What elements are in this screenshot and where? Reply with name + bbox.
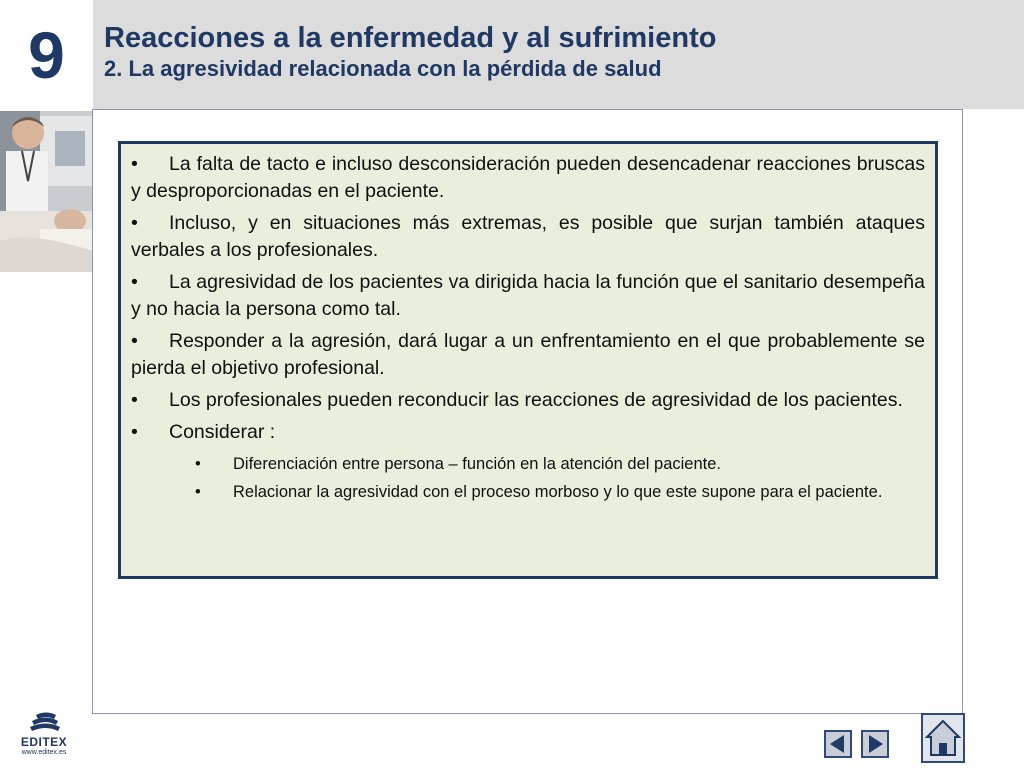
- list-item-text: La agresividad de los pacientes va dirigida hacia la función que el sanitario desempeña y no hacia la persona como tal.: [131, 271, 925, 320]
- editex-logo: [14, 711, 74, 761]
- photo-illustration: [0, 111, 93, 272]
- list-item-text: Considerar :: [169, 421, 276, 443]
- page-subtitle: 2. La agresividad relacionada con la pérdida de salud: [104, 56, 662, 81]
- bullet-marker: •: [131, 153, 138, 175]
- doctor-patient-photo: [0, 111, 93, 272]
- bullet-marker: •: [131, 271, 138, 293]
- page-title: Reacciones a la enfermedad y al sufrimiento: [104, 22, 717, 54]
- house-icon: [921, 713, 965, 763]
- list-item: [131, 419, 925, 504]
- list-item: [131, 387, 925, 414]
- list-item: [131, 210, 925, 264]
- bullet-marker: •: [195, 455, 201, 473]
- prev-button[interactable]: [824, 730, 852, 758]
- home-button[interactable]: [921, 713, 965, 763]
- list-item-text: Responder a la agresión, dará lugar a un enfrentamiento en el que probablemente se pierda el objetivo profesional.: [131, 330, 925, 379]
- list-item-text: Los profesionales pueden reconducir las reacciones de agresividad de los pacientes.: [169, 389, 903, 411]
- list-item-text: Incluso, y en situaciones más extremas, es posible que surjan también ataques verbales a los profesionales.: [131, 212, 925, 261]
- list-item: [131, 269, 925, 323]
- triangle-right-icon: [861, 730, 889, 758]
- triangle-left-icon: [824, 730, 852, 758]
- sub-bullet-list: [131, 452, 925, 504]
- chapter-number: 9: [28, 17, 65, 92]
- editex-logo-icon: [14, 711, 74, 737]
- bullet-list: [131, 151, 925, 504]
- sub-list-item: [131, 480, 925, 504]
- list-item: [131, 328, 925, 382]
- logo-url: www.editex.es: [21, 749, 67, 756]
- list-item-text: La falta de tacto e incluso desconsideración pueden desencadenar reacciones bruscas y desproporcionadas en el paciente.: [131, 153, 925, 202]
- bullet-marker: •: [131, 212, 138, 234]
- bullet-box: [118, 141, 938, 579]
- logo-text: EDITEX: [20, 735, 68, 749]
- sub-list-item-text: Diferenciación entre persona – función en la atención del paciente.: [233, 455, 721, 473]
- bullet-marker: •: [131, 421, 138, 443]
- bullet-marker: •: [131, 330, 138, 352]
- sub-list-item: [131, 452, 925, 476]
- sub-list-item-text: Relacionar la agresividad con el proceso morboso y lo que este supone para el paciente.: [233, 483, 883, 501]
- list-item: [131, 151, 925, 205]
- title-block: [104, 20, 1004, 82]
- bullet-marker: •: [131, 389, 138, 411]
- bullet-marker: •: [195, 483, 201, 501]
- next-button[interactable]: [861, 730, 889, 758]
